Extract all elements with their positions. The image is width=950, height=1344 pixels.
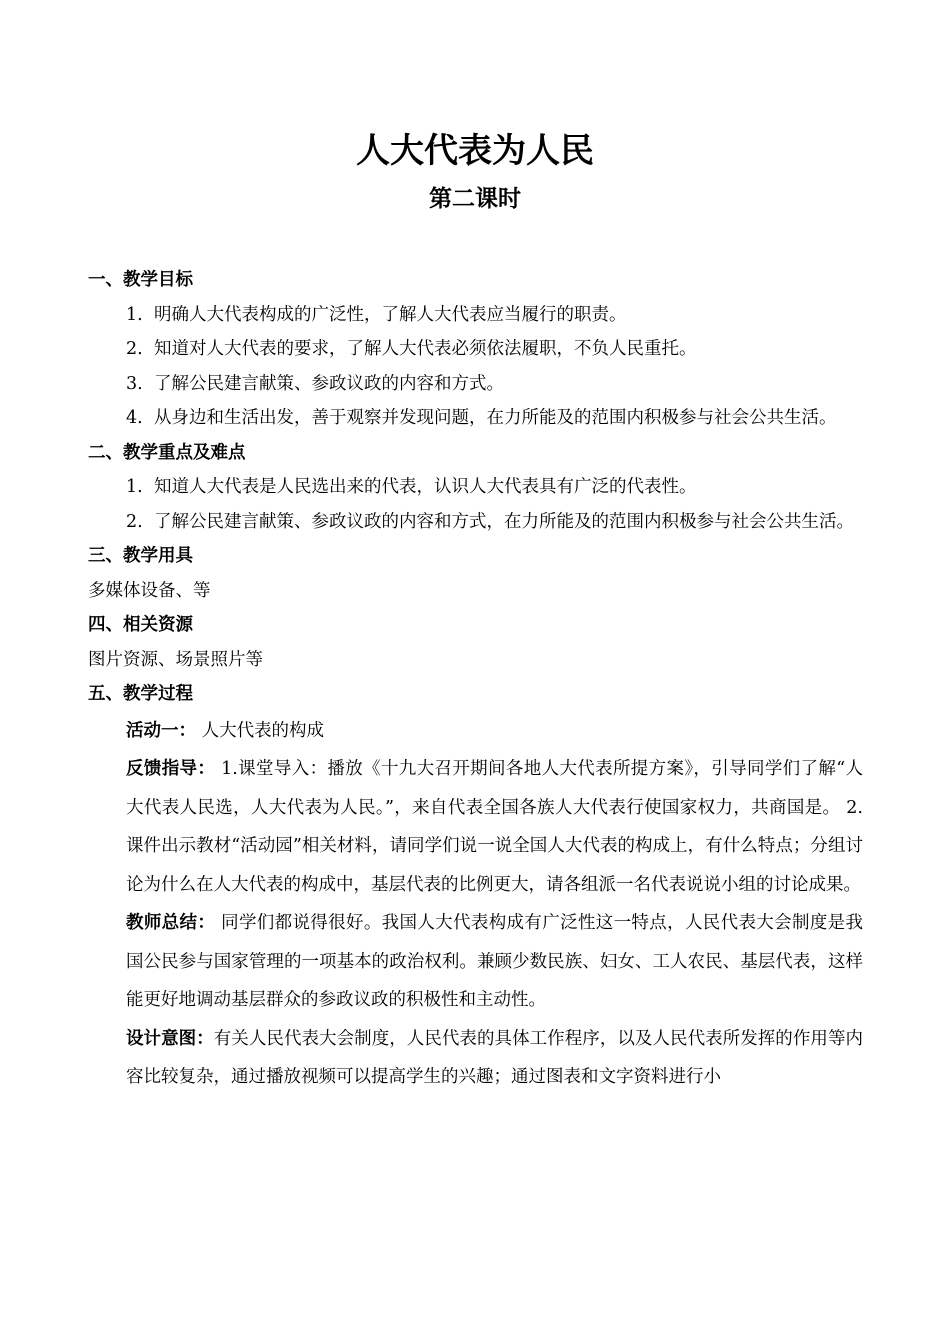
section-heading-resources: 四、相关资源 [88,615,193,635]
section-heading-key-points: 二、教学重点及难点 [88,442,246,463]
list-item: 2. 了解公民建言献策、参政议政的内容和方式，在力所能及的范围内积极参与社会公共生活。 [126,511,854,532]
section-heading-objectives: 一、教学目标 [88,270,193,290]
key-points-list [88,470,863,539]
tools-text: 多媒体设备、等 [88,580,211,601]
list-item: 3. 了解公民建言献策、参政议政的内容和方式。 [126,373,504,394]
design-label: 设计意图： [126,1028,214,1049]
activity-label: 活动一： [126,720,196,741]
activity-paragraph [88,712,863,751]
activity-text: 人大代表的构成 [196,720,325,741]
list-item: 4. 从身边和生活出发，善于观察并发现问题，在力所能及的范围内积极参与社会公共生活。 [126,408,837,428]
feedback-label: 反馈指导： [126,759,216,779]
page-subtitle: 第二课时 [429,186,521,212]
section-heading-process: 五、教学过程 [88,684,193,704]
design-text: 有关人民代表大会制度，人民代表的具体工作程序，以及人民代表所发挥的作用等内容比较复杂，通过播放视频可以提高学生的兴趣；通过图表和文字资料进行小 [126,1028,864,1087]
document-body [88,263,863,1097]
summary-text: 同学们都说得很好。我国人大代表构成有广泛性这一特点，人民代表大会制度是我国公民参与国家管理的一项基本的政治权利。兼顾少数民族、妇女、工人农民、基层代表，这样能更好地调动基层群众的参政议政的积极性和主动性。 [126,913,864,1010]
list-item: 2. 知道对人大代表的要求，了解人大代表必须依法履职，不负人民重托。 [126,339,697,359]
section-heading-tools: 三、教学用具 [88,546,193,566]
page-title: 人大代表为人民 [356,131,594,171]
feedback-text: 1.课堂导入：播放《十九大召开期间各地人大代表所提方案》，引导同学们了解“人大代表人民选，人大代表为人民。”，来自代表全国各族人大代表行使国家权力，共商国是。 2.课件出示教材“活动园”相关材料，请同学们说一说全国人大代表的构成上，有什么特点；分组讨论为什么在人大代表的构成中，基层代表的比例更大，请各组派一名代表说说小组的讨论成果。 [126,759,863,895]
list-item: 1. 知道人大代表是人民选出来的代表，认识人大代表具有广泛的代表性。 [126,477,697,497]
feedback-paragraph [88,750,863,904]
objectives-list [88,298,863,436]
summary-label: 教师总结： [126,913,216,933]
list-item: 1. 明确人大代表构成的广泛性，了解人大代表应当履行的职责。 [126,304,627,325]
summary-paragraph [88,904,863,1020]
design-paragraph [88,1020,863,1097]
resources-text: 图片资源、场景照片等 [88,649,263,670]
